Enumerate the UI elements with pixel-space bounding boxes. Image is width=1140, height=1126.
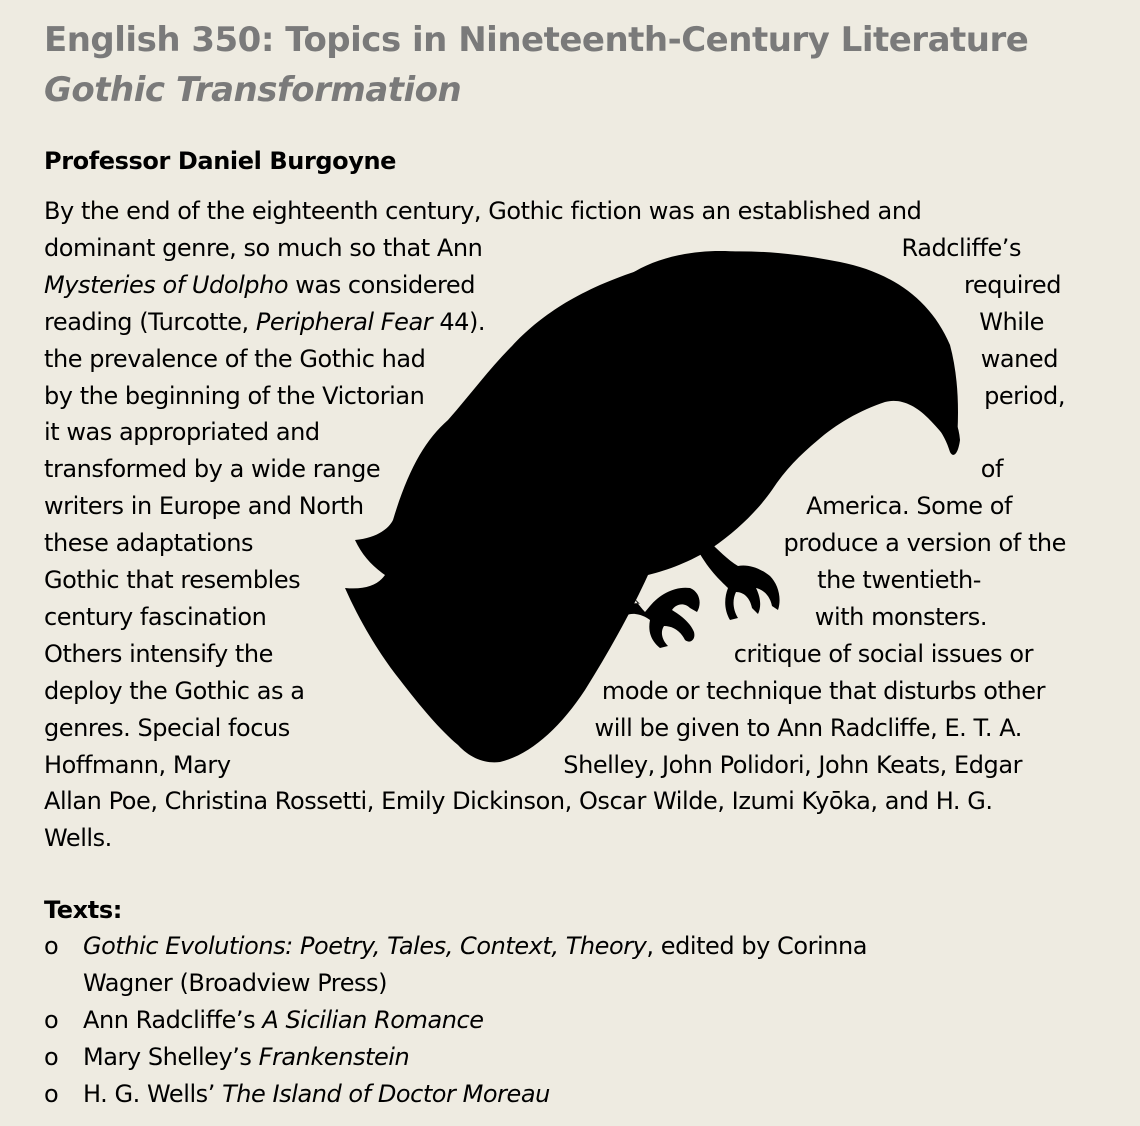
text-run: H. G. Wells’: [83, 1079, 223, 1108]
description-line: [44, 821, 112, 855]
text-run: Ann Radcliffe’s: [83, 1005, 263, 1034]
bullet-circle-icon: o: [44, 1042, 59, 1071]
text-item-line: [83, 1003, 484, 1037]
italic-title: The Island of Doctor Moreau: [222, 1079, 550, 1108]
text-item-line: [83, 1040, 409, 1074]
professor-name: Professor Daniel Burgoyne: [44, 147, 397, 175]
text-run: Allan Poe, Christina Rossetti, Emily Dickinson, Oscar Wilde, Izumi Kyōka, and H. G.: [44, 787, 993, 816]
description-line-right: [595, 711, 1022, 745]
description-line: [44, 748, 231, 782]
text-item-line: [83, 966, 387, 1000]
text-run: reading (Turcotte,: [44, 307, 256, 336]
text-run: Others intensify the: [44, 639, 273, 668]
text-run: , edited by Corinna: [646, 932, 867, 960]
description-line: [44, 452, 380, 486]
text-run: Radcliffe’s: [901, 233, 1021, 262]
bullet-circle-icon: o: [44, 932, 59, 960]
bullet-circle-icon: o: [44, 1005, 59, 1034]
description-line-right: [563, 748, 1022, 782]
description-line: [44, 489, 364, 523]
text-run: the twentieth-: [817, 566, 981, 594]
description-line: [44, 268, 475, 302]
text-run: America. Some of: [806, 492, 1012, 521]
italic-title: Peripheral Fear: [255, 307, 433, 336]
description-line-right: [979, 305, 1044, 339]
description-line: [44, 637, 273, 671]
text-run: While: [979, 307, 1044, 336]
italic-title: Mysteries of Udolpho: [44, 270, 289, 299]
text-run: mode or technique that disturbs other: [601, 676, 1045, 705]
text-run: writers in Europe and North: [44, 492, 364, 521]
description-line: [44, 415, 320, 449]
text-run: Wells.: [44, 824, 112, 853]
text-run: deploy the Gothic as a: [44, 676, 305, 705]
description-line: [44, 526, 253, 560]
description-line-right: [602, 674, 1045, 708]
italic-title: Gothic Evolutions: Poetry, Tales, Context, Theory: [83, 932, 647, 960]
description-line: [44, 563, 300, 597]
text-run: was considered: [288, 270, 476, 299]
text-run: period,: [984, 381, 1065, 410]
text-run: waned: [980, 344, 1058, 373]
description-line-right: [783, 526, 1066, 560]
text-run: genres. Special focus: [44, 713, 290, 742]
description-line-right: [734, 637, 1033, 671]
description-line: [44, 711, 290, 745]
description-line-right: [806, 489, 1012, 523]
description-line: [44, 379, 424, 413]
text-run: dominant genre, so much so that Ann: [44, 233, 483, 262]
description-line-right: [902, 231, 1021, 265]
text-run: required: [964, 270, 1061, 299]
page-subtitle: Gothic Transformation: [44, 70, 462, 110]
text-run: By the end of the eighteenth century, Gothic fiction was an established and: [44, 197, 922, 225]
text-run: will be given to Ann Radcliffe, E. T. A.: [594, 713, 1022, 742]
text-item-line: [83, 1077, 550, 1111]
page-title: English 350: Topics in Nineteenth-Century Literature: [44, 20, 1029, 60]
text-run: century fascination: [44, 602, 267, 631]
text-run: Shelley, John Polidori, John Keats, Edgar: [563, 750, 1022, 779]
text-run: Hoffmann, Mary: [44, 750, 231, 779]
description-line: [44, 231, 482, 265]
description-line: [44, 194, 921, 228]
italic-title: Frankenstein: [258, 1042, 410, 1071]
description-line: [44, 674, 304, 708]
text-run: it was appropriated and: [44, 418, 320, 447]
text-item-line: [83, 929, 867, 963]
description-line-right: [984, 379, 1065, 413]
description-line-right: [815, 600, 987, 634]
description-line-right: [964, 268, 1061, 302]
bullet-circle-icon: o: [44, 1079, 59, 1108]
text-run: of: [980, 455, 1003, 484]
text-run: by the beginning of the Victorian: [44, 381, 425, 410]
text-run: Gothic that resembles: [44, 566, 301, 594]
text-run: these adaptations: [44, 529, 254, 558]
text-run: critique of social issues or: [733, 639, 1033, 668]
description-line: [44, 342, 425, 376]
italic-title: A Sicilian Romance: [262, 1005, 484, 1034]
description-line-right: [817, 563, 981, 597]
description-line-right: [981, 342, 1058, 376]
description-line: [44, 305, 485, 339]
text-run: transformed by a wide range: [44, 455, 381, 484]
text-run: the prevalence of the Gothic had: [44, 344, 426, 373]
text-run: 44).: [432, 307, 486, 336]
text-run: with monsters.: [814, 602, 987, 631]
texts-heading: Texts:: [44, 896, 122, 924]
text-run: produce a version of the: [783, 529, 1066, 558]
text-run: Mary Shelley’s: [83, 1042, 259, 1071]
description-line: [44, 784, 993, 818]
description-line: [44, 600, 266, 634]
text-run: Wagner (Broadview Press): [83, 968, 388, 997]
description-line-right: [981, 452, 1003, 486]
